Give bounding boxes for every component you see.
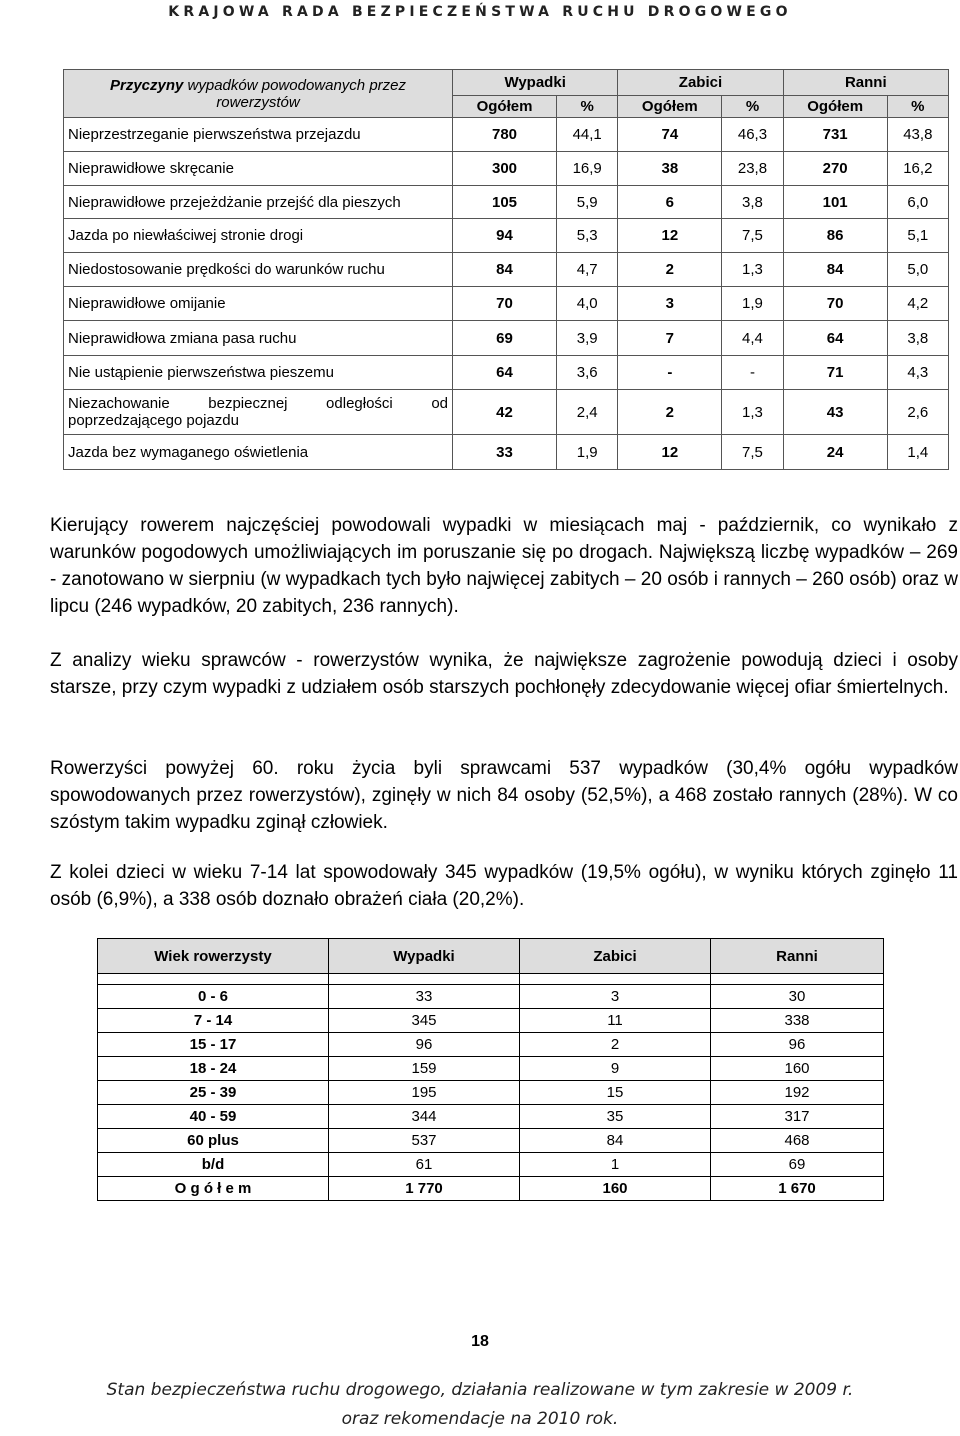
table-row	[64, 435, 949, 470]
value-cell: 2,6	[887, 390, 948, 435]
value-cell: 94	[453, 219, 557, 253]
causes-table	[63, 69, 949, 470]
value-cell: 344	[329, 1105, 520, 1129]
value-cell: 468	[711, 1129, 884, 1153]
value-cell: 69	[453, 321, 557, 356]
total-value: 1 770	[329, 1177, 520, 1201]
value-cell: 1	[520, 1153, 711, 1177]
table-row	[98, 1153, 884, 1177]
value-cell: 38	[618, 152, 722, 186]
value-cell: 780	[453, 118, 557, 152]
age-header: Wiek rowerzysty	[98, 939, 329, 974]
group-header-wypadki: Wypadki	[453, 70, 618, 96]
value-cell: 6	[618, 186, 722, 219]
table-row	[64, 152, 949, 186]
age-cell: 15 - 17	[98, 1033, 329, 1057]
value-cell: 1,3	[722, 253, 783, 287]
accidents-header: Wypadki	[329, 939, 520, 974]
killed-header: Zabici	[520, 939, 711, 974]
paragraph: Z analizy wieku sprawców - rowerzystów wynika, że największe zagrożenie powodują dzieci i osoby starsze, przy czym wypadki z udziałem osób starszych pochłonęły zdecydowanie więcej ofiar śmiertelnych.	[50, 650, 958, 698]
value-cell: 105	[453, 186, 557, 219]
value-cell: 2,4	[557, 390, 618, 435]
value-cell: 84	[520, 1129, 711, 1153]
value-cell: 70	[453, 287, 557, 321]
value-cell: 2	[520, 1033, 711, 1057]
document-header: KRAJOWA RADA BEZPIECZEŃSTWA RUCHU DROGOWEGO	[168, 4, 792, 20]
age-cell: 40 - 59	[98, 1105, 329, 1129]
value-cell: 3	[618, 287, 722, 321]
cause-cell: Nieprawidłowe przejeżdżanie przejść dla pieszych	[64, 186, 453, 219]
sub-header: %	[887, 96, 948, 118]
value-cell: 5,3	[557, 219, 618, 253]
value-cell: 101	[783, 186, 887, 219]
total-row	[98, 1177, 884, 1201]
total-label: O g ó ł e m	[98, 1177, 329, 1201]
value-cell: 3,8	[722, 186, 783, 219]
age-cell: 0 - 6	[98, 985, 329, 1009]
value-cell: 16,2	[887, 152, 948, 186]
value-cell: 2	[618, 390, 722, 435]
age-cell: 7 - 14	[98, 1009, 329, 1033]
value-cell: 1,3	[722, 390, 783, 435]
table-row	[64, 219, 949, 253]
value-cell: 4,3	[887, 356, 948, 390]
table-row	[64, 118, 949, 152]
value-cell: 35	[520, 1105, 711, 1129]
table-row	[98, 985, 884, 1009]
value-cell: 7	[618, 321, 722, 356]
value-cell: 71	[783, 356, 887, 390]
table-row	[64, 253, 949, 287]
age-cell: 60 plus	[98, 1129, 329, 1153]
table-row	[98, 1081, 884, 1105]
value-cell: 7,5	[722, 219, 783, 253]
value-cell: 70	[783, 287, 887, 321]
table-row	[64, 321, 949, 356]
paragraph: Rowerzyści powyżej 60. roku życia byli sprawcami 537 wypadków (30,4% ogółu wypadków spowodowanych przez rowerzystów), zginęły w nich 84 osoby (52,5%), a 468 zostało rannych (28%). W co szóstym takim wypadku zginął człowiek.	[50, 758, 958, 833]
age-cell: 18 - 24	[98, 1057, 329, 1081]
group-header-ranni: Ranni	[783, 70, 948, 96]
value-cell: 74	[618, 118, 722, 152]
table-row	[64, 287, 949, 321]
cause-cell: Nieprawidłowe omijanie	[64, 287, 453, 321]
total-value: 1 670	[711, 1177, 884, 1201]
value-cell: 12	[618, 219, 722, 253]
footer-line-2: oraz rekomendacje na 2010 rok.	[341, 1409, 619, 1429]
table-row	[98, 1057, 884, 1081]
cause-cell: Niezachowanie bezpiecznej odległości od poprzedzającego pojazdu	[64, 390, 453, 435]
value-cell: 317	[711, 1105, 884, 1129]
value-cell: 64	[783, 321, 887, 356]
value-cell: 96	[329, 1033, 520, 1057]
table-row	[98, 1129, 884, 1153]
value-cell: 4,4	[722, 321, 783, 356]
cause-cell: Niedostosowanie prędkości do warunków ruchu	[64, 253, 453, 287]
value-cell: 731	[783, 118, 887, 152]
sub-header: Ogółem	[783, 96, 887, 118]
age-cell: b/d	[98, 1153, 329, 1177]
paragraph: Z kolei dzieci w wieku 7-14 lat spowodowały 345 wypadków (19,5% ogółu), w wyniku których zginęło 11 osób (6,9%), a 338 osób doznało obrażeń ciała (20,2%).	[50, 862, 958, 910]
value-cell: 1,9	[722, 287, 783, 321]
value-cell: 5,1	[887, 219, 948, 253]
value-cell: 43	[783, 390, 887, 435]
value-cell: 4,2	[887, 287, 948, 321]
cause-cell: Nieprawidłowa zmiana pasa ruchu	[64, 321, 453, 356]
sub-header: %	[557, 96, 618, 118]
value-cell: 3,9	[557, 321, 618, 356]
table-row	[64, 356, 949, 390]
value-cell: 5,9	[557, 186, 618, 219]
value-cell: 1,9	[557, 435, 618, 470]
value-cell: -	[618, 356, 722, 390]
table-row	[98, 1009, 884, 1033]
value-cell: 5,0	[887, 253, 948, 287]
value-cell: 338	[711, 1009, 884, 1033]
table-row	[64, 186, 949, 219]
value-cell: 4,0	[557, 287, 618, 321]
value-cell: 9	[520, 1057, 711, 1081]
group-header-zabici: Zabici	[618, 70, 783, 96]
cause-cell: Nieprawidłowe skręcanie	[64, 152, 453, 186]
sub-header: Ogółem	[618, 96, 722, 118]
value-cell: 2	[618, 253, 722, 287]
table-row	[98, 1033, 884, 1057]
value-cell: 270	[783, 152, 887, 186]
value-cell: 33	[453, 435, 557, 470]
cause-cell: Jazda po niewłaściwej stronie drogi	[64, 219, 453, 253]
paragraph: Kierujący rowerem najczęściej powodowali wypadki w miesiącach maj - październik, co wynikało z warunków pogodowych umożliwiających im poruszanie się po drogach. Największą liczbę wypadków – 269 - zanotowano w sierpniu (w wypadkach tych było najwięcej zabitych – 20 osób i rannych – 260 osób) oraz w lipcu (246 wypadków, 20 zabitych, 236 rannych).	[50, 515, 958, 617]
value-cell: 16,9	[557, 152, 618, 186]
value-cell: 96	[711, 1033, 884, 1057]
value-cell: 160	[711, 1057, 884, 1081]
value-cell: 84	[453, 253, 557, 287]
value-cell: 11	[520, 1009, 711, 1033]
value-cell: 33	[329, 985, 520, 1009]
page-number: 18	[471, 1333, 489, 1350]
value-cell: 7,5	[722, 435, 783, 470]
value-cell: 192	[711, 1081, 884, 1105]
value-cell: 4,7	[557, 253, 618, 287]
value-cell: 46,3	[722, 118, 783, 152]
value-cell: 3,8	[887, 321, 948, 356]
value-cell: 12	[618, 435, 722, 470]
value-cell: 42	[453, 390, 557, 435]
injured-header: Ranni	[711, 939, 884, 974]
value-cell: 44,1	[557, 118, 618, 152]
value-cell: 537	[329, 1129, 520, 1153]
value-cell: 15	[520, 1081, 711, 1105]
value-cell: 24	[783, 435, 887, 470]
value-cell: -	[722, 356, 783, 390]
value-cell: 84	[783, 253, 887, 287]
value-cell: 64	[453, 356, 557, 390]
sub-header: %	[722, 96, 783, 118]
value-cell: 6,0	[887, 186, 948, 219]
causes-header	[64, 70, 453, 118]
value-cell: 86	[783, 219, 887, 253]
value-cell: 159	[329, 1057, 520, 1081]
cause-cell: Nieprzestrzeganie pierwszeństwa przejazdu	[64, 118, 453, 152]
value-cell: 195	[329, 1081, 520, 1105]
causes-header-bold: Przyczyny	[110, 76, 184, 94]
footer-line-1: Stan bezpieczeństwa ruchu drogowego, działania realizowane w tym zakresie w 2009 r.	[106, 1380, 854, 1400]
value-cell: 61	[329, 1153, 520, 1177]
value-cell: 3	[520, 985, 711, 1009]
value-cell: 345	[329, 1009, 520, 1033]
table-row	[64, 390, 949, 435]
value-cell: 300	[453, 152, 557, 186]
value-cell: 30	[711, 985, 884, 1009]
value-cell: 23,8	[722, 152, 783, 186]
sub-header: Ogółem	[453, 96, 557, 118]
causes-header-rest: wypadków powodowanych przez rowerzystów	[183, 76, 406, 111]
value-cell: 69	[711, 1153, 884, 1177]
total-value: 160	[520, 1177, 711, 1201]
age-cell: 25 - 39	[98, 1081, 329, 1105]
table-row	[98, 1105, 884, 1129]
value-cell: 1,4	[887, 435, 948, 470]
value-cell: 3,6	[557, 356, 618, 390]
value-cell: 43,8	[887, 118, 948, 152]
cause-cell: Jazda bez wymaganego oświetlenia	[64, 435, 453, 470]
cause-cell: Nie ustąpienie pierwszeństwa pieszemu	[64, 356, 453, 390]
age-table	[97, 938, 884, 1201]
